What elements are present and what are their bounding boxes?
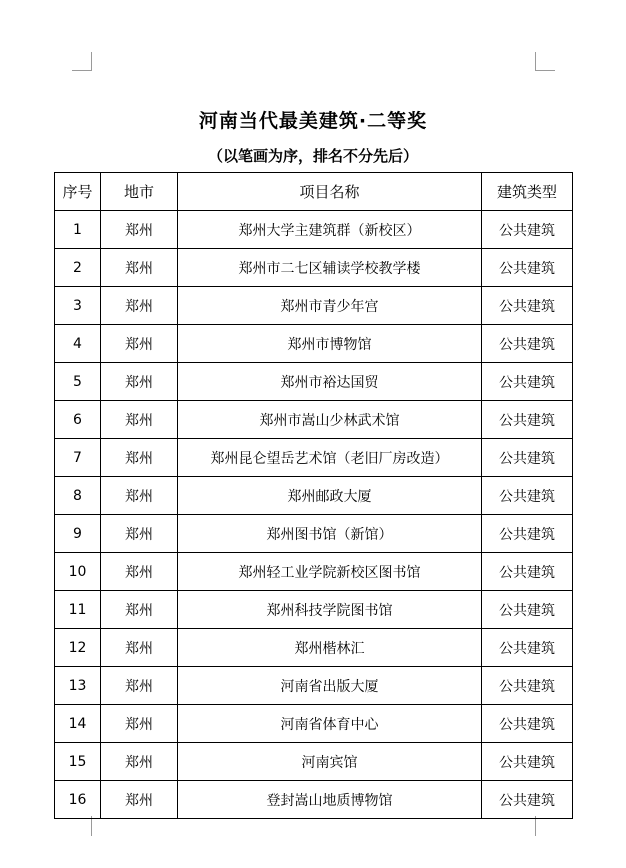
crop-mark-top-right-h — [535, 70, 555, 71]
table-row — [55, 477, 573, 515]
cell-city: 郑州 — [101, 705, 178, 743]
cell-index: 6 — [55, 401, 101, 439]
table-row — [55, 667, 573, 705]
cell-project-name: 郑州邮政大厦 — [178, 477, 482, 515]
cell-city: 郑州 — [101, 211, 178, 249]
cell-project-name: 郑州市嵩山少林武术馆 — [178, 401, 482, 439]
cell-building-type: 公共建筑 — [482, 211, 573, 249]
table-row — [55, 287, 573, 325]
cell-building-type: 公共建筑 — [482, 325, 573, 363]
cell-index: 2 — [55, 249, 101, 287]
cell-index: 13 — [55, 667, 101, 705]
cell-index: 5 — [55, 363, 101, 401]
crop-mark-bottom-left-v — [91, 816, 92, 836]
header-city: 地市 — [101, 173, 178, 211]
cell-project-name: 登封嵩山地质博物馆 — [178, 781, 482, 819]
crop-mark-top-left-v — [91, 52, 92, 71]
cell-project-name: 郑州图书馆（新馆） — [178, 515, 482, 553]
crop-mark-top-right-v — [535, 52, 536, 71]
header-index: 序号 — [55, 173, 101, 211]
cell-city: 郑州 — [101, 249, 178, 287]
table-row — [55, 211, 573, 249]
cell-project-name: 河南省体育中心 — [178, 705, 482, 743]
cell-city: 郑州 — [101, 325, 178, 363]
cell-building-type: 公共建筑 — [482, 705, 573, 743]
cell-project-name: 郑州科技学院图书馆 — [178, 591, 482, 629]
cell-project-name: 郑州昆仑望岳艺术馆（老旧厂房改造） — [178, 439, 482, 477]
cell-building-type: 公共建筑 — [482, 781, 573, 819]
cell-building-type: 公共建筑 — [482, 667, 573, 705]
cell-building-type: 公共建筑 — [482, 401, 573, 439]
cell-city: 郑州 — [101, 363, 178, 401]
table-row — [55, 553, 573, 591]
cell-building-type: 公共建筑 — [482, 287, 573, 325]
crop-mark-bottom-right-v — [535, 816, 536, 836]
table-row — [55, 743, 573, 781]
table-row — [55, 439, 573, 477]
cell-building-type: 公共建筑 — [482, 363, 573, 401]
table-row — [55, 249, 573, 287]
cell-index: 9 — [55, 515, 101, 553]
cell-project-name: 郑州楷林汇 — [178, 629, 482, 667]
table-row — [55, 705, 573, 743]
cell-project-name: 郑州市博物馆 — [178, 325, 482, 363]
cell-index: 1 — [55, 211, 101, 249]
cell-building-type: 公共建筑 — [482, 249, 573, 287]
cell-city: 郑州 — [101, 287, 178, 325]
cell-project-name: 河南省出版大厦 — [178, 667, 482, 705]
header-building-type: 建筑类型 — [482, 173, 573, 211]
cell-index: 11 — [55, 591, 101, 629]
table-row — [55, 325, 573, 363]
crop-mark-top-left-h — [72, 70, 92, 71]
cell-city: 郑州 — [101, 667, 178, 705]
cell-index: 3 — [55, 287, 101, 325]
cell-project-name: 郑州市青少年宫 — [178, 287, 482, 325]
cell-project-name: 河南宾馆 — [178, 743, 482, 781]
cell-city: 郑州 — [101, 781, 178, 819]
cell-city: 郑州 — [101, 553, 178, 591]
cell-city: 郑州 — [101, 743, 178, 781]
table-header-row — [55, 173, 573, 211]
cell-city: 郑州 — [101, 477, 178, 515]
table-row — [55, 781, 573, 819]
cell-building-type: 公共建筑 — [482, 477, 573, 515]
cell-building-type: 公共建筑 — [482, 743, 573, 781]
cell-index: 14 — [55, 705, 101, 743]
cell-project-name: 郑州市裕达国贸 — [178, 363, 482, 401]
cell-index: 15 — [55, 743, 101, 781]
cell-project-name: 郑州轻工业学院新校区图书馆 — [178, 553, 482, 591]
header-project-name: 项目名称 — [178, 173, 482, 211]
table-row — [55, 629, 573, 667]
cell-index: 8 — [55, 477, 101, 515]
document-title: 河南当代最美建筑·二等奖 — [198, 110, 428, 132]
cell-building-type: 公共建筑 — [482, 629, 573, 667]
cell-index: 10 — [55, 553, 101, 591]
table-row — [55, 401, 573, 439]
table-row — [55, 363, 573, 401]
cell-building-type: 公共建筑 — [482, 553, 573, 591]
cell-index: 16 — [55, 781, 101, 819]
cell-building-type: 公共建筑 — [482, 591, 573, 629]
cell-project-name: 郑州市二七区辅读学校教学楼 — [178, 249, 482, 287]
cell-building-type: 公共建筑 — [482, 515, 573, 553]
cell-index: 4 — [55, 325, 101, 363]
cell-project-name: 郑州大学主建筑群（新校区） — [178, 211, 482, 249]
cell-building-type: 公共建筑 — [482, 439, 573, 477]
awards-table — [54, 172, 573, 819]
cell-city: 郑州 — [101, 401, 178, 439]
cell-city: 郑州 — [101, 629, 178, 667]
cell-index: 7 — [55, 439, 101, 477]
table-row — [55, 515, 573, 553]
document-subtitle: （以笔画为序，排名不分先后） — [207, 147, 418, 165]
cell-city: 郑州 — [101, 515, 178, 553]
table-row — [55, 591, 573, 629]
cell-index: 12 — [55, 629, 101, 667]
cell-city: 郑州 — [101, 439, 178, 477]
cell-city: 郑州 — [101, 591, 178, 629]
